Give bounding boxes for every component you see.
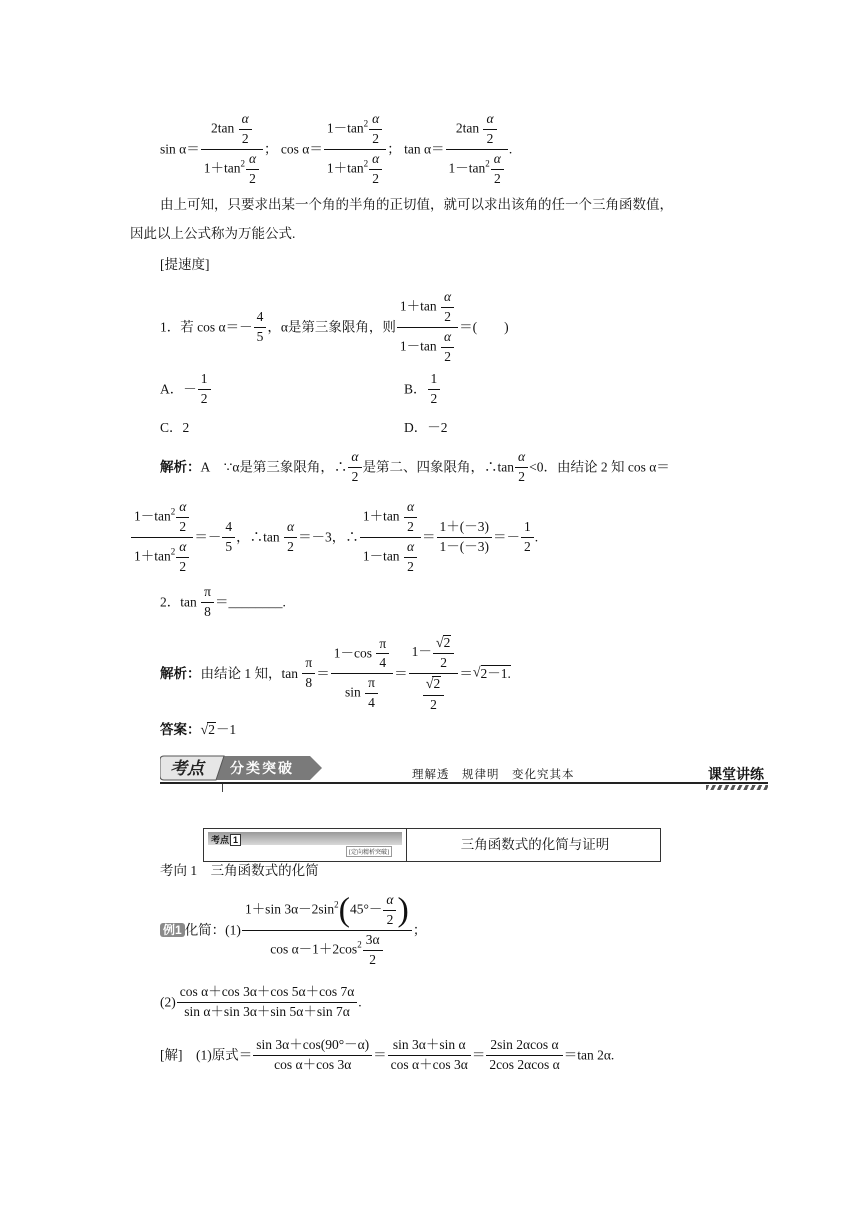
sol1-frac-tan	[360, 500, 421, 574]
half-alpha-num: α	[176, 500, 189, 518]
tan-num: 2tan	[455, 120, 480, 136]
paragraph-1: 由上可知，只要求出某一个角的半角的正切值，就可以求出该角的任一个三角函数值，	[160, 197, 673, 212]
topic-box	[203, 828, 661, 862]
half-alpha-num: α	[483, 112, 496, 130]
answer-letter: A	[200, 459, 211, 475]
sol2-eq: ＝	[316, 665, 330, 681]
solution-label: 解析：	[160, 459, 201, 475]
solution-n1: sin 3α＋cos(90°－α)	[253, 1038, 372, 1056]
radicand: 2	[433, 676, 441, 692]
topic-label-cell	[204, 829, 407, 861]
solution-frac-3	[486, 1038, 562, 1073]
radicand: 2	[208, 722, 215, 737]
sol1-two: 2	[524, 538, 531, 554]
example-1-part-1	[160, 893, 426, 967]
sol1-frac-45	[222, 520, 235, 555]
solution-1-line-2: $1-\tan^2$ $\frac{\alpha}{2}$ $1+\tan^2$ $\frac{\alpha}{2}$ ＝－ $\frac{4}{5}$ ，∴tan $\frac{\alpha}{2}$ ＝－3，∴ 1＋tan $\frac{\alpha}{2}$ 1－tan $\frac{\alpha}{2}$ ＝ $\frac{1+(-3)}{1-(-3)}$ ＝－ $\frac{1}{2}$ .	[130, 500, 538, 574]
example-badge: 例1	[160, 923, 185, 937]
sol1-t1: ，∴tan	[236, 529, 280, 545]
left-paren: (	[338, 891, 350, 929]
solution-d3: 2cos 2αcos α	[489, 1056, 560, 1072]
solution-1-line-1	[160, 450, 670, 485]
two-den: 2	[430, 696, 437, 712]
banner-part2: 分类突破	[230, 760, 294, 776]
sol1-den2: 1－tan	[362, 548, 400, 564]
half-alpha	[404, 500, 417, 535]
two-den: 2	[369, 951, 376, 967]
solution-n2: sin 3α＋sin α	[388, 1038, 471, 1056]
three-alpha: 3α	[363, 933, 383, 951]
q2-frac	[201, 585, 214, 620]
sub-heading: 考向 1 三角函数式的化简	[160, 863, 319, 878]
sqrt-icon: √	[200, 723, 209, 738]
q1-num: 1＋tan	[399, 298, 437, 314]
sol1-num1: 1－tan	[134, 508, 171, 524]
pi-over-4	[365, 676, 378, 711]
solution-d2: cos α＋cos 3α	[390, 1056, 468, 1072]
topic-note: [定向精析突破]	[346, 846, 392, 857]
q2-eight: 8	[204, 603, 211, 619]
half-alpha	[176, 540, 189, 575]
solution-frac-1	[253, 1038, 372, 1073]
choice-d: D．－2	[404, 420, 448, 435]
sol1-text-1: ∵α是第三象限角，∴	[223, 459, 348, 475]
choice-a	[160, 372, 212, 407]
q1-text-a: 1．若 cos α＝－	[160, 319, 253, 335]
example-frac-1	[242, 893, 412, 967]
half-alpha-den: 2	[372, 170, 380, 186]
question-1	[160, 290, 509, 364]
sol1-five: 5	[225, 538, 233, 554]
sol1-den1: 1＋tan	[134, 548, 171, 564]
topic-label: 考点	[211, 835, 230, 845]
section-heading: [提速度]	[160, 257, 210, 272]
half-alpha-num: α	[383, 893, 396, 911]
half-alpha-num: α	[441, 290, 454, 308]
banner-tick	[222, 784, 223, 792]
solution-n3: 2sin 2αcos α	[486, 1038, 562, 1056]
square-mark: 2	[363, 118, 369, 129]
cos-num: 1－tan	[326, 120, 364, 136]
half-alpha-den: 2	[486, 130, 494, 146]
semicolon: ；	[412, 922, 427, 938]
half-alpha-den: 2	[518, 468, 525, 484]
topic-number: 1	[230, 834, 241, 846]
half-alpha-num: α	[369, 112, 382, 130]
question-2	[160, 585, 286, 620]
solution-line: [解] (1)原式＝ $\frac{\sin 3\alpha+\cos(90^\circ-\alpha)}{\text{cos α＋cos 3α}}$ ＝ $\frac{\text{sin 3α＋sin α}}{\text{cos α＋cos 3α}}$ ＝ $\frac{\text{2sin 2αcos α}}{\text{2cos 2αcos α}}$ ＝tan 2α.	[160, 1037, 615, 1072]
period: .	[358, 994, 362, 1010]
period: .	[534, 529, 539, 545]
solution-lead: [解]	[160, 1047, 183, 1063]
square-mark: 2	[485, 158, 490, 169]
example-p2: (2)	[160, 994, 176, 1010]
solution-d1: cos α＋cos 3α	[274, 1056, 352, 1072]
half-alpha	[176, 500, 189, 535]
answer-label: 答案：	[160, 722, 201, 737]
square-mark: 2	[240, 158, 245, 169]
cos-label: cos α＝	[280, 141, 323, 157]
sol1-n3: 1＋(－3)	[437, 520, 493, 538]
sol1-one: 1	[521, 520, 534, 538]
choice-b	[404, 372, 441, 407]
sol1-eq1: ＝－	[194, 529, 222, 545]
half-alpha-den: 2	[372, 130, 380, 146]
half-alpha-num: α	[246, 152, 259, 170]
square-mark: 2	[334, 899, 339, 910]
solution-frac-2	[388, 1038, 471, 1073]
half-alpha-den: 2	[407, 558, 414, 574]
solution-p1: (1)原式＝	[196, 1047, 253, 1063]
half-alpha-den: 2	[179, 558, 187, 574]
sol2-num: 1－cos	[333, 644, 372, 660]
choice-a-label: A．－	[160, 381, 197, 397]
sin-den: 1＋tan	[203, 160, 241, 176]
sol2-text: 由结论 1 知，tan	[200, 665, 298, 681]
square-mark: 2	[363, 158, 369, 169]
sqrt-icon: √	[425, 677, 434, 693]
half-alpha-den: 2	[493, 170, 501, 186]
half-alpha	[441, 290, 454, 325]
sol2-res: ＝	[459, 665, 473, 681]
q1-text-b: ，α是第三象限角，则	[267, 319, 396, 335]
tan-den: 1－tan	[448, 160, 486, 176]
half-alpha-num: α	[404, 500, 417, 518]
pi-num: π	[376, 637, 389, 655]
banner-right-label: 课堂讲练	[708, 766, 764, 782]
example-frac-2	[177, 985, 358, 1020]
four-den: 4	[379, 655, 387, 671]
choice-c: C．2	[160, 420, 190, 435]
example-den: cos α－1＋2cos	[270, 941, 358, 957]
example-lead: 化简：(1)	[184, 922, 241, 938]
banner-subtitle: 理解透 规律明 变化究其本	[412, 769, 575, 781]
half-alpha-num: α	[239, 112, 252, 130]
sol1-text-3: <0．由结论 2 知 cos α＝	[529, 459, 670, 475]
formula-line	[160, 112, 512, 186]
half-alpha	[246, 152, 259, 187]
half-alpha-den: 2	[386, 911, 394, 927]
half-alpha	[515, 450, 528, 485]
half-alpha-den: 2	[444, 348, 451, 364]
sin-frac	[201, 112, 263, 186]
two-den: 2	[440, 655, 447, 671]
half-alpha	[404, 540, 417, 575]
half-alpha-den: 2	[179, 518, 187, 534]
half-alpha-num: α	[176, 540, 189, 558]
half-alpha	[348, 450, 361, 485]
sol1-four: 4	[222, 520, 235, 538]
sol1-text-2: 是第二、四象限角，∴tan	[362, 459, 515, 475]
q1-five: 5	[256, 328, 264, 344]
half-alpha-den: 2	[407, 518, 414, 534]
right-paren: )	[397, 891, 409, 929]
sol1-d3: 1－(－3)	[439, 538, 490, 554]
solution-2: 解析：由结论 1 知，tan $\frac{\pi}{8}$ ＝ 1－cos $\frac{\pi}{4}$ sin $\frac{\pi}{4}$ ＝ 1－ $\frac{√2}{2}$ $\frac{√2}{2}$ ＝√2－1.	[160, 635, 511, 712]
sol2-frac-main	[331, 637, 393, 711]
section-banner	[160, 754, 768, 794]
sol2-tail: 2－1.	[480, 665, 511, 681]
half-alpha	[239, 112, 252, 147]
half-alpha-num: α	[284, 520, 297, 538]
half-alpha-num: α	[348, 450, 361, 468]
solution-label: 解析：	[160, 665, 201, 681]
choice-b-num: 1	[428, 372, 441, 390]
topic-title: 三角函数式的化简与证明	[460, 837, 610, 852]
example-den2: sin α＋sin 3α＋sin 5α＋sin 7α	[184, 1003, 350, 1019]
paragraph-2: 因此以上公式称为万能公式.	[130, 226, 296, 241]
example-1-part-2	[160, 985, 362, 1020]
answer-line	[160, 722, 236, 738]
square-mark: 2	[170, 546, 176, 557]
banner-part1: 考点	[170, 759, 204, 778]
choice-a-num: 1	[198, 372, 211, 390]
sol2-eight: 8	[305, 675, 313, 691]
sol1-frac-half	[521, 520, 534, 555]
q1-tail: ＝( )	[459, 319, 509, 335]
square-mark: 2	[170, 506, 176, 517]
example-num2: cos α＋cos 3α＋cos 5α＋cos 7α	[177, 985, 358, 1003]
root2-over-2	[433, 635, 454, 671]
half-alpha-den: 2	[351, 468, 359, 484]
square-mark: 2	[357, 939, 362, 950]
half-alpha-num: α	[404, 540, 417, 558]
pi-num: π	[365, 676, 378, 694]
sol2-frac-root	[409, 635, 459, 712]
q1-frac-45	[254, 310, 267, 345]
sol1-frac-num	[437, 520, 493, 555]
q2-pi: π	[201, 585, 214, 603]
half-alpha-num: α	[369, 152, 382, 170]
separator: ；	[387, 141, 401, 157]
q1-den: 1－tan	[399, 338, 437, 354]
cos-frac	[324, 112, 386, 186]
solution-result: ＝tan 2α.	[563, 1047, 615, 1063]
sol1-frac-cos	[131, 500, 193, 574]
q2-text: 2．tan	[160, 594, 197, 610]
four-den: 4	[368, 695, 375, 711]
cos-den: 1＋tan	[326, 160, 364, 176]
half-alpha-num: α	[441, 330, 454, 348]
q1-frac	[397, 290, 458, 364]
sin-label: sin α＝	[160, 141, 200, 157]
sol1-num2: 1＋tan	[362, 508, 400, 524]
half-alpha-den: 2	[287, 538, 294, 554]
radicand: 2	[443, 635, 451, 650]
half-alpha-num: α	[491, 152, 504, 170]
half-alpha-den: 2	[249, 170, 256, 186]
answer-tail: －1	[215, 722, 237, 737]
three-alpha-over-2	[363, 933, 383, 968]
half-alpha	[383, 893, 396, 928]
half-alpha	[369, 152, 382, 187]
sol2-one-minus: 1－	[411, 644, 432, 660]
sol2-frac-pi8	[302, 656, 315, 691]
answer-blank: ＝________.	[214, 594, 286, 610]
q1-four: 4	[254, 310, 267, 328]
example-num: 1＋sin 3α－2sin	[244, 901, 335, 917]
choice-a-den: 2	[200, 390, 208, 406]
example-angle: 45°－	[349, 901, 383, 917]
half-alpha-den: 2	[241, 130, 249, 146]
choice-b-den: 2	[430, 390, 438, 406]
sol2-pi: π	[302, 656, 315, 674]
half-alpha	[369, 112, 382, 147]
pi-over-4	[376, 637, 389, 672]
topic-label-text	[211, 833, 241, 846]
sol1-eq3: ＝－	[493, 529, 521, 545]
sqrt-icon: √	[472, 665, 481, 681]
sol1-eq2: ＝－3，∴	[298, 529, 359, 545]
sin-num: 2tan	[211, 120, 235, 136]
topic-label-bar	[208, 832, 402, 845]
half-alpha	[483, 112, 496, 147]
separator: ；	[264, 141, 278, 157]
sqrt-icon: √	[435, 636, 444, 651]
half-alpha	[284, 520, 297, 555]
sol2-den: sin	[344, 684, 361, 700]
period: .	[508, 141, 513, 157]
banner-graphic	[160, 754, 324, 782]
half-alpha-den: 2	[444, 308, 451, 324]
choice-b-frac	[428, 372, 441, 407]
half-alpha	[491, 152, 504, 187]
banner-rule	[160, 782, 768, 784]
banner-dash-pattern	[706, 785, 768, 790]
choice-b-label: B．	[404, 381, 427, 397]
tan-label: tan α＝	[404, 141, 445, 157]
choice-a-frac	[198, 372, 211, 407]
half-alpha-num: α	[515, 450, 528, 468]
root2-over-2	[423, 676, 444, 712]
half-alpha	[441, 330, 454, 365]
tan-frac	[446, 112, 508, 186]
